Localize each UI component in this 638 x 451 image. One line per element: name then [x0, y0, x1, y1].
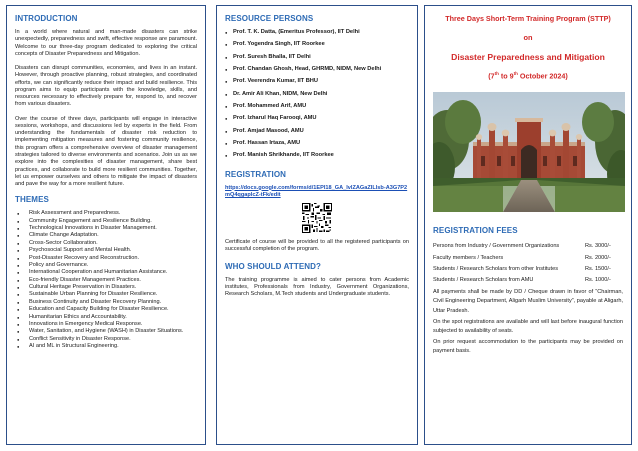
theme-item: ● Post-Disaster Recovery and Reconstruction.: [15, 255, 197, 262]
accommodation-note: On prior request accommodation to the participants may be provided on payment basis.: [433, 339, 623, 355]
program-title-on: on: [523, 33, 533, 42]
spot-registration-note: On the spot registrations are available and will last before inaugural function subjected to availability of seats.: [433, 318, 623, 335]
theme-item: ● Risk Assessment and Preparedness.: [15, 210, 197, 217]
program-title: Three Days Short-Term Training Program (STTP): [445, 14, 611, 23]
fee-label: Persons from Industry / Government Organizations: [433, 243, 560, 250]
resource-person-item: ● Prof. Hassan Irtaza, AMU: [225, 140, 409, 148]
program-dates: (7th to 9th October 2024): [488, 71, 568, 81]
theme-item: ● Policy and Governance.: [15, 262, 197, 269]
fee-row: [433, 243, 623, 249]
payment-note: All payments shall be made by DD / Cheque drawn in favor of “Chairman, Civil Engineering Department, Aligarh Muslim University”, payable at Aligarh, Uttar Pradesh.: [433, 289, 623, 314]
qr-code-icon: [302, 203, 332, 233]
resource-person-item: ● Prof. Manish Shrikhande, IIT Roorkee: [225, 152, 409, 160]
themes-heading: THEMES: [15, 195, 49, 205]
theme-item: ● Humanitarian Ethics and Accountability.: [15, 314, 197, 321]
theme-item: ● Water, Sanitation, and Hygiene (WASH) in Disaster Situations.: [15, 328, 197, 335]
themes-list: [15, 210, 197, 350]
who-attend-heading: WHO SHOULD ATTEND?: [225, 261, 322, 271]
program-subject: Disaster Preparedness and Mitigation: [451, 52, 605, 62]
theme-item: ● Conflict Sensitivity in Disaster Response.: [15, 336, 197, 343]
resource-persons-heading: RESOURCE PERSONS: [225, 14, 314, 23]
fee-label: Students / Research Scholars from AMU: [433, 276, 534, 283]
theme-item: ● AI and ML in Structural Engineering.: [15, 343, 197, 350]
fee-row: [433, 255, 623, 261]
registration-fees-section: [433, 226, 623, 356]
resource-persons-list: [225, 29, 409, 160]
fee-amount: Rs. 1000/-: [585, 276, 611, 283]
fee-row: [433, 266, 623, 272]
resource-person-item: ● Dr. Amir Ali Khan, NIDM, New Delhi: [225, 91, 409, 99]
theme-item: ● Climate Change Adaptation.: [15, 232, 197, 239]
certificate-note: Certificate of course will be provided to all the registered participants on successful completion of the program.: [225, 239, 409, 253]
resource-person-item: ● Prof. Izharul Haq Farooqi, AMU: [225, 115, 409, 123]
resource-person-item: ● Prof. Veerendra Kumar, IIT BHU: [225, 78, 409, 86]
fee-amount: Rs. 1500/-: [585, 265, 611, 272]
theme-item: ● Cross-Sector Collaboration.: [15, 240, 197, 247]
qr-code-wrapper: [225, 203, 409, 233]
resource-person-item: ● Prof. Chandan Ghosh, Head, GHRMD, NIDM, New Delhi: [225, 66, 409, 74]
resource-person-item: ● Prof. T. K. Datta, (Emeritus Professor), IIT Delhi: [225, 29, 409, 37]
theme-item: ● Innovations in Emergency Medical Response.: [15, 321, 197, 328]
theme-item: ● Education and Capacity Building for Disaster Resilience.: [15, 306, 197, 313]
intro-paragraph: Over the course of three days, participants will engage in interactive sessions, workshops, and discussions led by experts in the field. From understanding the fundamentals of disaster risk reduction to implementing mitigation measures and fostering community resilience, this program offers a comprehensive overview of disaster management strategies tailored to diverse environments and scenarios. Join us as we explore into the complexities of disaster management, share best practices, and collaborate to build more resilient communities. Together, let us empower ourselves and others to mitigate the impact of disasters and pave the way for a more resilient future.: [15, 115, 197, 188]
fee-label: Faculty members / Teachers: [433, 254, 504, 261]
fee-row: [433, 277, 623, 283]
registration-fees-heading: REGISTRATION FEES: [433, 226, 518, 236]
theme-item: ● Technological Innovations in Disaster Management.: [15, 225, 197, 232]
theme-item: ● Community Engagement and Resilience Building.: [15, 218, 197, 225]
fee-label: Students / Research Scholars from other Institutes: [433, 265, 558, 272]
campus-building-photo: [433, 92, 625, 212]
theme-item: ● Psychosocial Support and Mental Health.: [15, 247, 197, 254]
fee-amount: Rs. 2000/-: [585, 254, 611, 261]
theme-item: ● International Cooperation and Humanitarian Assistance.: [15, 269, 197, 276]
theme-item: ● Cultural Heritage Preservation in Disasters.: [15, 284, 197, 291]
column-introduction: [6, 5, 206, 445]
theme-item: ● Business Continuity and Disaster Recovery Planning.: [15, 299, 197, 306]
registration-link[interactable]: https://docs.google.com/forms/d/1EPI18_GA_lvlZAGaZILlsb-A3G7P2mQ4qgaplcZ-tFk/edit: [225, 184, 408, 198]
column-title: [424, 5, 632, 445]
theme-item: ● Eco-friendly Disaster Management Practices.: [15, 277, 197, 284]
who-attend-text: The training programme is aimed to cater persons from Academic institutes, Professionals from Industry, Government Organizations, Research Scholars, M.Tech students and Undergraduate students.: [225, 276, 409, 298]
fee-amount: Rs. 3000/-: [585, 243, 611, 250]
intro-paragraph: In a world where natural and man-made disasters can strike unexpectedly, preparedness and swift, effective response are paramount. Welcome to our three-day program dedicated to exploring the critical concepts of Disaster Preparedness and Mitigation.: [15, 29, 197, 57]
intro-paragraph: Disasters can disrupt communities, economies, and lives in an instant. However, through proactive planning, robust strategies, and coordinated efforts, we can significantly reduce their impact and build resilience. This program aims to equip participants with the knowledge, skills, and resources necessary to effectively prepare for, respond to, and recover from various disasters.: [15, 65, 197, 108]
resource-person-item: ● Prof. Amjad Masood, AMU: [225, 128, 409, 136]
introduction-heading: INTRODUCTION: [15, 14, 78, 23]
resource-person-item: ● Prof. Mohammed Arif, AMU: [225, 103, 409, 111]
resource-person-item: ● Prof. Yogendra Singh, IIT Roorkee: [225, 41, 409, 49]
theme-item: ● Sustainable Urban Planning for Disaster Resilience.: [15, 291, 197, 298]
column-resource-persons: [216, 5, 418, 445]
registration-heading: REGISTRATION: [225, 169, 287, 179]
resource-person-item: ● Prof. Suresh Bhalla, IIT Delhi: [225, 54, 409, 62]
